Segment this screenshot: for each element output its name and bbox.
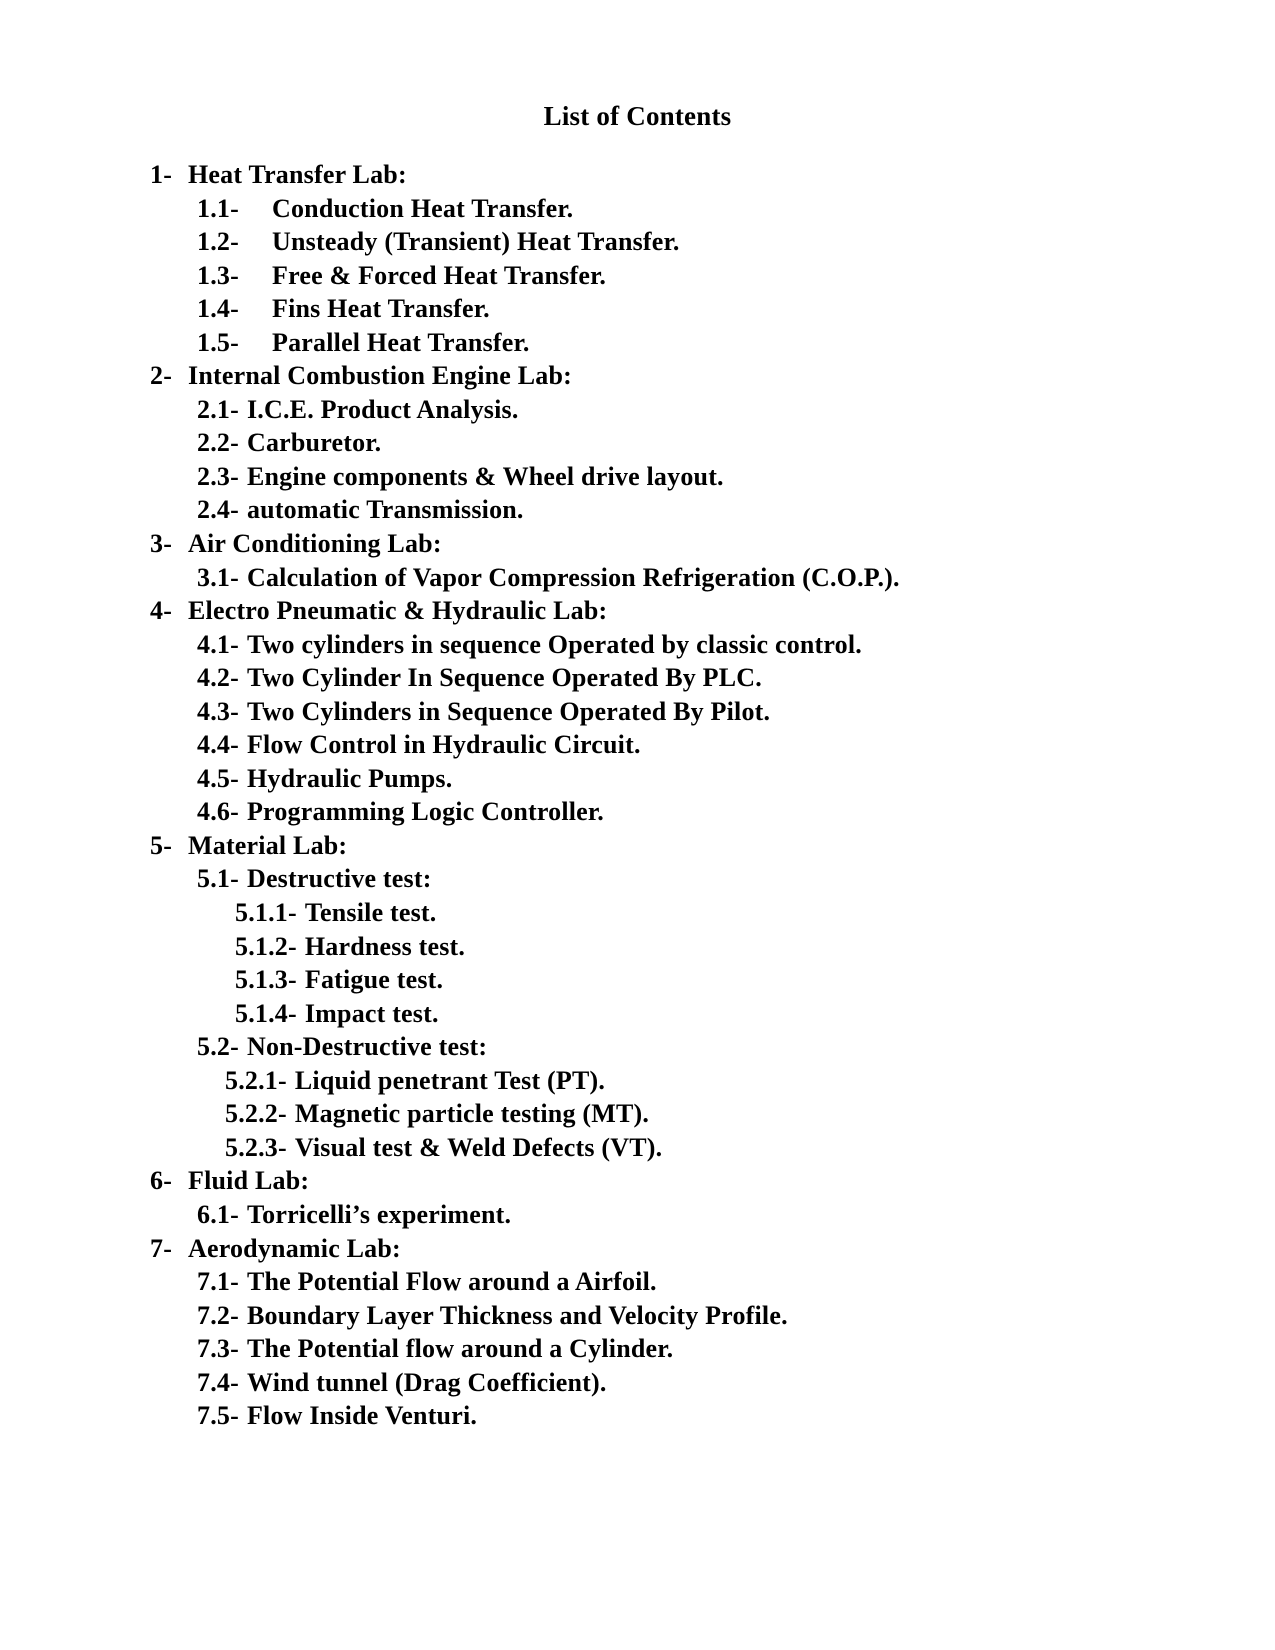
toc-text: Aerodynamic Lab: (188, 1233, 401, 1263)
toc-text: I.C.E. Product Analysis. (246, 394, 519, 424)
toc-item-7-3 (150, 1332, 900, 1366)
toc-text: Engine components & Wheel drive layout. (246, 461, 724, 491)
toc-item-1-4 (150, 292, 900, 326)
toc-number: 7.1- (197, 1267, 239, 1297)
toc-number: 4.5- (197, 763, 239, 793)
toc-text: Material Lab: (188, 830, 348, 860)
toc-number: 2- (150, 361, 173, 391)
toc-item-4-3 (150, 695, 900, 729)
toc-number: 5.1.2- (235, 931, 297, 961)
toc-text: Fluid Lab: (188, 1166, 310, 1196)
toc-text: The Potential flow around a Cylinder. (246, 1334, 674, 1364)
toc-number: 3.1- (197, 562, 239, 592)
toc-text: Torricelli’s experiment. (246, 1199, 512, 1229)
toc-text: The Potential Flow around a Airfoil. (246, 1267, 657, 1297)
toc-text: Fatigue test. (304, 965, 444, 995)
toc-item-1-1 (150, 192, 900, 226)
toc-text: Wind tunnel (Drag Coefficient). (246, 1367, 607, 1397)
toc-number: 7- (150, 1233, 173, 1263)
toc-section-3 (150, 527, 900, 561)
toc-number: 2.1- (197, 394, 239, 424)
toc-item-1-3 (150, 259, 900, 293)
toc-item-5-1 (150, 862, 900, 896)
toc-subitem-5-1-4 (150, 997, 900, 1031)
toc-text: Hardness test. (304, 931, 466, 961)
toc-number: 7.4- (197, 1367, 239, 1397)
toc-item-2-2 (150, 426, 900, 460)
toc-number: 4- (150, 596, 173, 626)
toc-item-1-2 (150, 225, 900, 259)
table-of-contents (150, 158, 900, 1433)
toc-text: Flow Inside Venturi. (246, 1401, 478, 1431)
toc-number: 5.1.1- (235, 898, 297, 928)
toc-item-2-4 (150, 493, 900, 527)
toc-number: 7.2- (197, 1300, 239, 1330)
toc-number: 2.2- (197, 428, 239, 458)
toc-text: Boundary Layer Thickness and Velocity Profile. (246, 1300, 788, 1330)
toc-item-2-3 (150, 460, 900, 494)
toc-item-7-1 (150, 1265, 900, 1299)
toc-item-3-1 (150, 561, 900, 595)
toc-number: 1.3- (197, 260, 239, 290)
toc-item-7-2 (150, 1299, 900, 1333)
toc-text: Destructive test: (246, 864, 432, 894)
toc-number: 3- (150, 529, 173, 559)
toc-section-5 (150, 829, 900, 863)
toc-text: Tensile test. (304, 898, 437, 928)
toc-text: Carburetor. (246, 428, 382, 458)
toc-section-4 (150, 594, 900, 628)
toc-item-4-5 (150, 762, 900, 796)
toc-text: Flow Control in Hydraulic Circuit. (246, 730, 641, 760)
toc-text: Heat Transfer Lab: (188, 160, 407, 189)
toc-text: Electro Pneumatic & Hydraulic Lab: (188, 596, 608, 626)
toc-item-7-5 (150, 1399, 900, 1433)
toc-number: 6- (150, 1166, 173, 1196)
toc-number: 4.3- (197, 696, 239, 726)
toc-number: 5.2- (197, 1032, 239, 1062)
toc-number: 1- (150, 160, 173, 189)
toc-number: 5.1- (197, 864, 239, 894)
toc-item-4-2 (150, 661, 900, 695)
toc-text: Magnetic particle testing (MT). (294, 1099, 650, 1129)
toc-subitem-5-1-2 (150, 930, 900, 964)
toc-text: Visual test & Weld Defects (VT). (294, 1132, 663, 1162)
toc-number: 5.2.3- (225, 1132, 287, 1162)
toc-number: 5.1.3- (235, 965, 297, 995)
toc-number: 2.4- (197, 495, 239, 525)
toc-text: Two cylinders in sequence Operated by classic control. (246, 629, 863, 659)
toc-number: 2.3- (197, 461, 239, 491)
toc-subitem-5-1-1 (150, 896, 900, 930)
toc-text: Calculation of Vapor Compression Refrigeration (C.O.P.). (246, 562, 900, 592)
toc-text: Programming Logic Controller. (246, 797, 604, 827)
toc-subitem-5-2-1 (150, 1064, 900, 1098)
toc-number: 4.1- (197, 629, 239, 659)
toc-text: Non-Destructive test: (246, 1032, 488, 1062)
toc-item-4-4 (150, 728, 900, 762)
toc-text: Hydraulic Pumps. (246, 763, 453, 793)
toc-text: Fins Heat Transfer. (272, 294, 490, 324)
toc-section-2 (150, 359, 900, 393)
toc-text: Impact test. (304, 998, 439, 1028)
toc-number: 7.3- (197, 1334, 239, 1364)
toc-number: 1.5- (197, 327, 239, 357)
toc-item-6-1 (150, 1198, 900, 1232)
toc-text: Free & Forced Heat Transfer. (272, 260, 607, 290)
toc-text: Liquid penetrant Test (PT). (294, 1065, 606, 1095)
toc-number: 6.1- (197, 1199, 239, 1229)
toc-item-2-1 (150, 393, 900, 427)
toc-item-4-1 (150, 628, 900, 662)
toc-number: 4.2- (197, 663, 239, 693)
page-title: List of Contents (543, 101, 732, 131)
toc-text: automatic Transmission. (246, 495, 524, 525)
toc-number: 5.2.2- (225, 1099, 287, 1129)
toc-item-1-5 (150, 326, 900, 360)
toc-number: 4.6- (197, 797, 239, 827)
toc-item-4-6 (150, 795, 900, 829)
toc-text: Internal Combustion Engine Lab: (188, 361, 572, 391)
toc-number: 7.5- (197, 1401, 239, 1431)
toc-item-5-2 (150, 1030, 900, 1064)
toc-subitem-5-2-2 (150, 1097, 900, 1131)
toc-text: Two Cylinders in Sequence Operated By Pilot. (246, 696, 771, 726)
toc-number: 1.2- (197, 227, 239, 257)
toc-number: 1.1- (197, 193, 239, 223)
toc-section-1 (150, 158, 900, 192)
toc-text: Two Cylinder In Sequence Operated By PLC. (246, 663, 762, 693)
toc-number: 4.4- (197, 730, 239, 760)
toc-text: Parallel Heat Transfer. (272, 327, 530, 357)
toc-text: Conduction Heat Transfer. (272, 193, 574, 223)
toc-text: Air Conditioning Lab: (188, 529, 442, 559)
toc-subitem-5-2-3 (150, 1131, 900, 1165)
toc-section-6 (150, 1164, 900, 1198)
toc-subitem-5-1-3 (150, 963, 900, 997)
toc-number: 1.4- (197, 294, 239, 324)
toc-number: 5- (150, 830, 173, 860)
toc-section-7 (150, 1232, 900, 1266)
toc-number: 5.2.1- (225, 1065, 287, 1095)
toc-number: 5.1.4- (235, 998, 297, 1028)
toc-item-7-4 (150, 1366, 900, 1400)
toc-text: Unsteady (Transient) Heat Transfer. (272, 227, 680, 257)
